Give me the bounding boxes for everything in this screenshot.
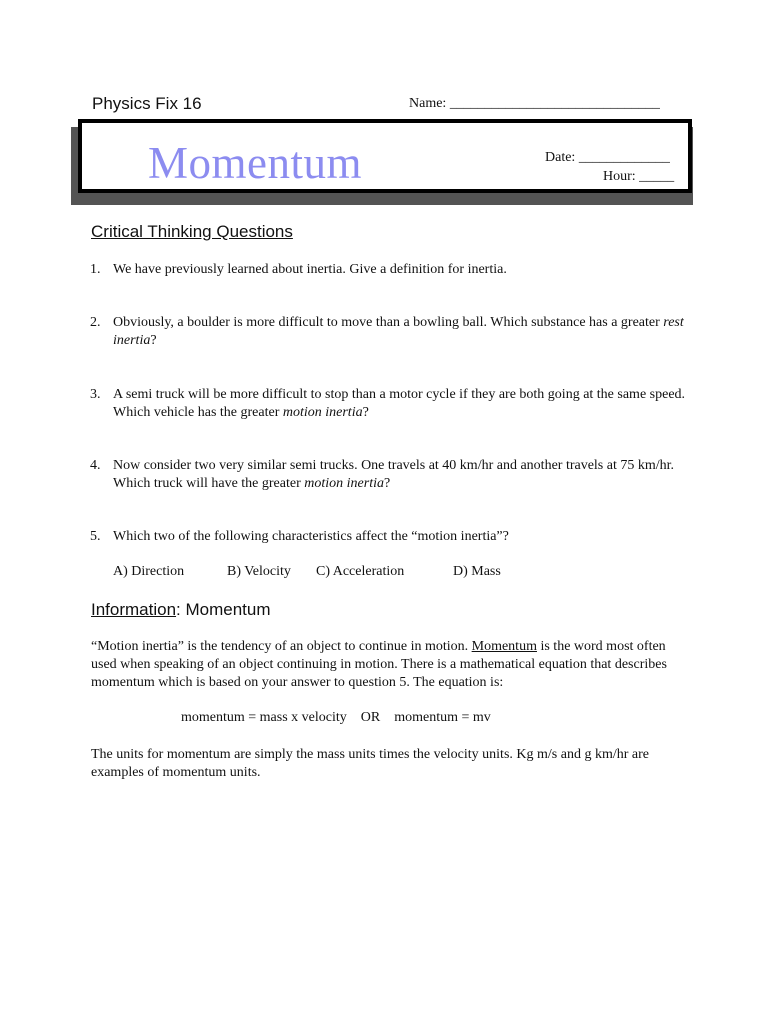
choice-a: A) Direction <box>113 564 185 579</box>
date-field-line: Date: _____________ <box>545 150 670 165</box>
question-4 <box>90 457 690 493</box>
info-paragraph-1: “Motion inertia” is the tendency of an object to continue in motion. Momentum is the word most often used when speaking of an object continuing in motion. There is a mathematical equation that describes momentum which is based on your answer to question 5. The equation is: <box>91 639 667 690</box>
question-text: Obviously, a boulder is more difficult to move than a bowling ball. Which substance has a greater rest inertia? <box>113 315 684 348</box>
question-number: 1. <box>90 262 101 277</box>
question-text: We have previously learned about inertia. Give a definition for inertia. <box>113 262 507 277</box>
question-number: 4. <box>90 458 101 473</box>
name-field-line: Name: ______________________________ <box>409 96 660 111</box>
choice-c: C) Acceleration <box>316 564 405 579</box>
choice-d: D) Mass <box>453 564 501 579</box>
question-number: 2. <box>90 315 101 330</box>
momentum-equation: momentum = mass x velocity OR momentum = mv <box>181 710 491 725</box>
question-5 <box>90 528 690 546</box>
section-heading-information: Information: Momentum <box>91 600 271 619</box>
info-paragraph-2: The units for momentum are simply the mass units times the velocity units. Kg m/s and g km/hr are examples of momentum units. <box>91 747 649 780</box>
question-text: A semi truck will be more difficult to stop than a motor cycle if they are both going at the same speed. Which vehicle has the greater motion inertia? <box>113 387 686 420</box>
question-1 <box>90 261 690 279</box>
question-2 <box>90 314 690 350</box>
section-heading-critical-thinking: Critical Thinking Questions <box>91 222 293 241</box>
hour-field-line: Hour: _____ <box>603 169 675 184</box>
question-text: Now consider two very similar semi trucks. One travels at 40 km/hr and another travels at 75 km/hr. Which truck will have the greater motion inertia? <box>113 458 675 491</box>
question-text: Which two of the following characteristics affect the “motion inertia”? <box>113 529 509 544</box>
page-title: Momentum <box>148 138 362 188</box>
question-number: 5. <box>90 529 101 544</box>
choice-b: B) Velocity <box>227 564 291 579</box>
course-title: Physics Fix 16 <box>92 94 202 113</box>
question-3 <box>90 386 690 422</box>
question-number: 3. <box>90 387 101 402</box>
